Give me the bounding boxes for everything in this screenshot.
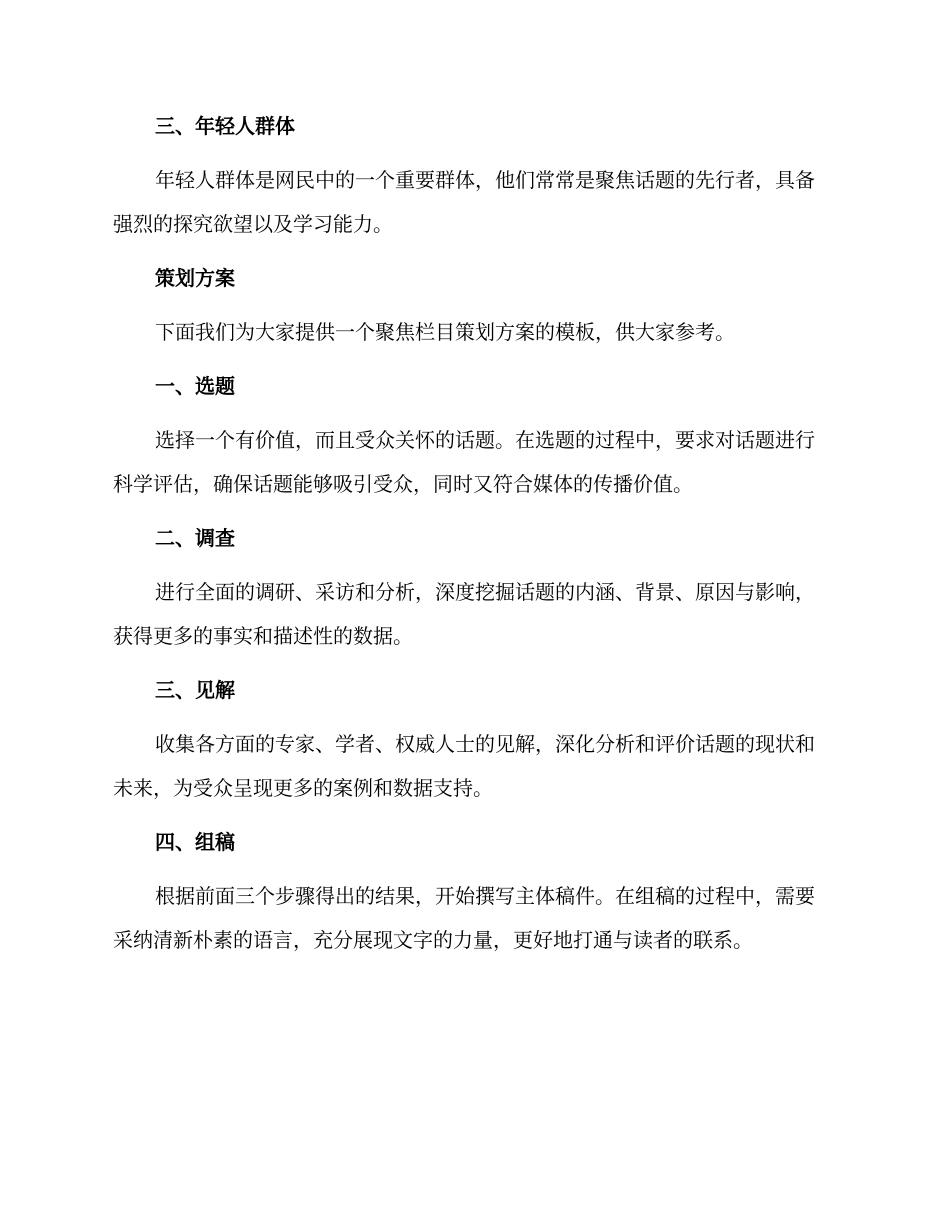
paragraph-youth-group: 年轻人群体是网民中的一个重要群体，他们常常是聚焦话题的先行者，具备强烈的探究欲望以及学习能力。	[113, 168, 815, 236]
section-heading-drafting: 四、组稿	[155, 830, 235, 854]
paragraph-drafting: 根据前面三个步骤得出的结果，开始撰写主体稿件。在组稿的过程中，需要采纳清新朴素的语言，充分展现文字的力量，更好地打通与读者的联系。	[113, 884, 815, 952]
paragraph-plan: 下面我们为大家提供一个聚焦栏目策划方案的模板，供大家参考。	[155, 320, 735, 344]
section-heading-plan: 策划方案	[155, 266, 235, 290]
paragraph-insights: 收集各方面的专家、学者、权威人士的见解，深化分析和评价话题的现状和未来，为受众呈现更多的案例和数据支持。	[113, 732, 815, 800]
paragraph-topic-selection: 选择一个有价值，而且受众关怀的话题。在选题的过程中，要求对话题进行科学评估，确保话题能够吸引受众，同时又符合媒体的传播价值。	[113, 428, 815, 496]
section-heading-topic-selection: 一、选题	[155, 374, 235, 398]
document-page	[113, 106, 833, 974]
section-heading-investigation: 二、调查	[155, 526, 235, 550]
paragraph-investigation: 进行全面的调研、采访和分析，深度挖掘话题的内涵、背景、原因与影响，获得更多的事实和描述性的数据。	[113, 580, 815, 648]
section-heading-insights: 三、见解	[155, 678, 235, 702]
section-heading-youth-group: 三、年轻人群体	[155, 114, 295, 138]
